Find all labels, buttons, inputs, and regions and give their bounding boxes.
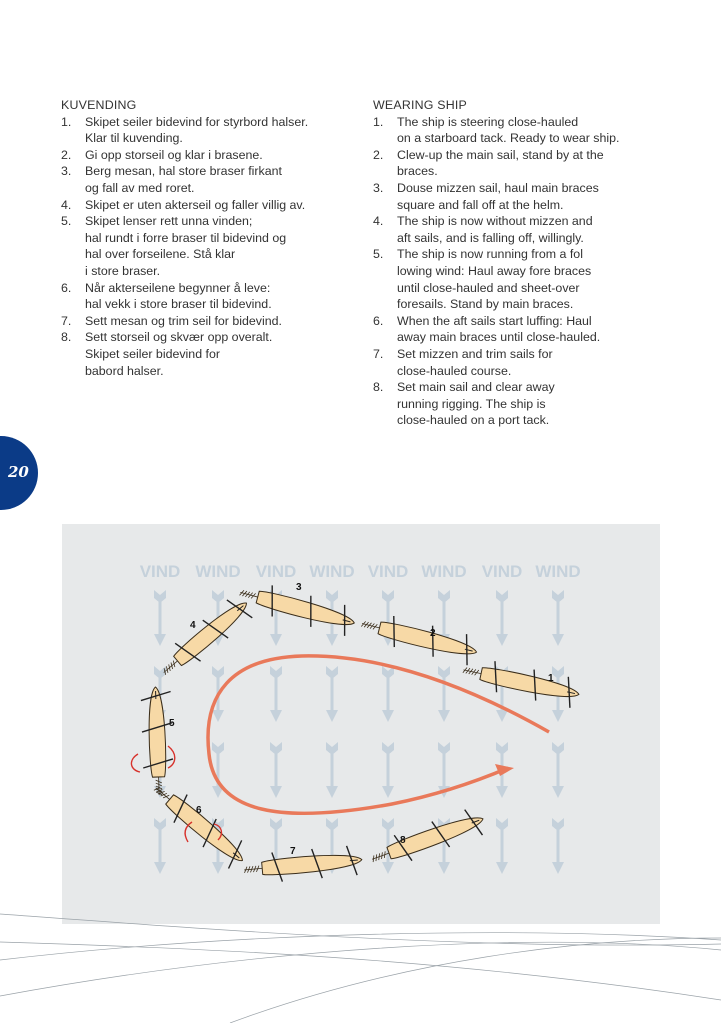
wind-arrow	[382, 666, 394, 722]
step-text-line: Skipet seiler bidevind for styrbord halser.	[85, 114, 309, 129]
step-text-line: The ship is now without mizzen and	[397, 214, 593, 229]
wind-label: VIND	[255, 562, 297, 581]
step-text-line: Klar til kuvending.	[85, 131, 183, 146]
step-number: 2.	[373, 147, 384, 162]
step-number: 5.	[373, 247, 384, 262]
step-number: 1.	[61, 114, 72, 129]
english-column	[373, 97, 673, 429]
step-text-line: on a starboard tack. Ready to wear ship.	[397, 131, 620, 146]
ship-number-label: 5	[169, 718, 175, 729]
english-step-1	[373, 114, 673, 147]
step-text-line: i store braser.	[85, 263, 161, 278]
ships	[131, 578, 582, 885]
step-number: 3.	[373, 180, 384, 195]
step-number: 8.	[373, 380, 384, 395]
norwegian-heading: KUVENDING	[61, 98, 137, 112]
step-number: 7.	[61, 313, 72, 328]
page-number: 20	[8, 463, 29, 481]
wind-label: WIND	[195, 562, 241, 581]
rotation-arrow	[131, 754, 140, 772]
norwegian-step-4	[61, 197, 361, 214]
step-text-line: foresails. Stand by main braces.	[397, 297, 574, 312]
rotation-arrow	[168, 746, 175, 768]
step-number: 1.	[373, 114, 384, 129]
step-text-line: Set main sail and clear away	[397, 380, 555, 395]
norwegian-steps	[61, 114, 361, 380]
step-text-line: lowing wind: Haul away fore braces	[397, 263, 592, 278]
wind-arrow	[496, 590, 508, 646]
step-text-line: Sett storseil og skvær opp overalt.	[85, 330, 273, 345]
step-text-line: Skipet er uten akterseil og faller villig av.	[85, 197, 306, 212]
step-text-line: close-hauled on a port tack.	[397, 413, 550, 428]
step-text-line: The ship is steering close-hauled	[397, 114, 579, 129]
wind-arrow	[154, 590, 166, 646]
step-text-line: hal rundt i forre braser til bidevind og	[85, 230, 287, 245]
wind-label: WIND	[309, 562, 355, 581]
english-step-6	[373, 313, 673, 346]
ship-number-label: 4	[190, 620, 196, 631]
wind-label: VIND	[139, 562, 181, 581]
norwegian-step-5	[61, 213, 361, 279]
wind-arrow	[552, 742, 564, 798]
wind-arrow	[326, 742, 338, 798]
wind-label: VIND	[481, 562, 523, 581]
step-number: 7.	[373, 346, 384, 361]
step-number: 4.	[61, 197, 72, 212]
wind-arrow	[438, 666, 450, 722]
english-heading: WEARING SHIP	[373, 98, 467, 112]
step-text-line: running rigging. The ship is	[397, 396, 546, 411]
english-step-7	[373, 346, 673, 379]
norwegian-step-6	[61, 280, 361, 313]
step-number: 6.	[61, 280, 72, 295]
decorative-lines	[0, 900, 721, 1023]
step-text-line: babord halser.	[85, 363, 164, 378]
wind-label: WIND	[535, 562, 581, 581]
diagram-canvas	[62, 524, 660, 924]
wind-arrow	[382, 742, 394, 798]
norwegian-step-1	[61, 114, 361, 147]
ship-number-label: 8	[400, 835, 406, 846]
step-text-line: hal over forseilene. Stå klar	[85, 247, 236, 262]
english-step-2	[373, 147, 673, 180]
english-steps	[373, 114, 673, 429]
step-text-line: The ship is now running from a fol	[397, 247, 583, 262]
english-step-8	[373, 379, 673, 429]
norwegian-step-3	[61, 163, 361, 196]
wind-labels	[140, 562, 581, 581]
ship-number-label: 6	[196, 805, 202, 816]
step-text-line: When the aft sails start luffing: Haul	[397, 313, 592, 328]
norwegian-step-8	[61, 329, 361, 379]
wind-arrow	[326, 666, 338, 722]
course-arrowhead	[495, 764, 514, 776]
ship-number-label: 2	[430, 628, 436, 639]
step-text-line: square and fall off at the helm.	[397, 197, 564, 212]
ship-1	[460, 655, 582, 709]
ship-2	[358, 609, 480, 667]
wind-arrow	[154, 818, 166, 874]
step-text-line: braces.	[397, 164, 438, 179]
step-text-line: Skipet lenser rett unna vinden;	[85, 214, 253, 229]
step-text-line: away main braces until close-hauled.	[397, 330, 601, 345]
step-text-line: Sett mesan og trim seil for bidevind.	[85, 313, 282, 328]
step-text-line: og fall av med roret.	[85, 180, 195, 195]
step-number: 5.	[61, 214, 72, 229]
norwegian-step-2	[61, 147, 361, 164]
step-number: 6.	[373, 313, 384, 328]
wind-arrow	[270, 666, 282, 722]
step-text-line: Gi opp storseil og klar i brasene.	[85, 147, 263, 162]
step-number: 8.	[61, 330, 72, 345]
step-text-line: Douse mizzen sail, haul main braces	[397, 180, 599, 195]
ship-7	[243, 845, 363, 885]
norwegian-column	[61, 97, 361, 379]
english-step-5	[373, 246, 673, 312]
ship-number-label: 7	[290, 846, 296, 857]
step-text-line: Clew-up the main sail, stand by at the	[397, 147, 604, 162]
wind-arrow	[552, 590, 564, 646]
step-text-line: Set mizzen and trim sails for	[397, 346, 553, 361]
wearing-ship-diagram	[62, 524, 660, 924]
step-text-line: Når akterseilene begynner å leve:	[85, 280, 271, 295]
ship-number-label: 3	[296, 582, 302, 593]
step-text-line: until close-hauled and sheet-over	[397, 280, 580, 295]
english-step-3	[373, 180, 673, 213]
ship-5	[140, 687, 174, 796]
ship-number-label: 1	[548, 673, 554, 684]
step-number: 3.	[61, 164, 72, 179]
step-text-line: Berg mesan, hal store braser firkant	[85, 164, 282, 179]
step-number: 2.	[61, 147, 72, 162]
wind-arrow	[270, 742, 282, 798]
wind-label: VIND	[367, 562, 409, 581]
step-number: 4.	[373, 214, 384, 229]
step-text-line: aft sails, and is falling off, willingly.	[397, 230, 584, 245]
english-step-4	[373, 213, 673, 246]
step-text-line: close-hauled course.	[397, 363, 512, 378]
step-text-line: hal vekk i store braser til bidevind.	[85, 297, 272, 312]
norwegian-step-7	[61, 313, 361, 330]
step-text-line: Skipet seiler bidevind for	[85, 346, 220, 361]
wind-arrow	[552, 818, 564, 874]
wind-arrow	[496, 818, 508, 874]
wind-label: WIND	[421, 562, 467, 581]
